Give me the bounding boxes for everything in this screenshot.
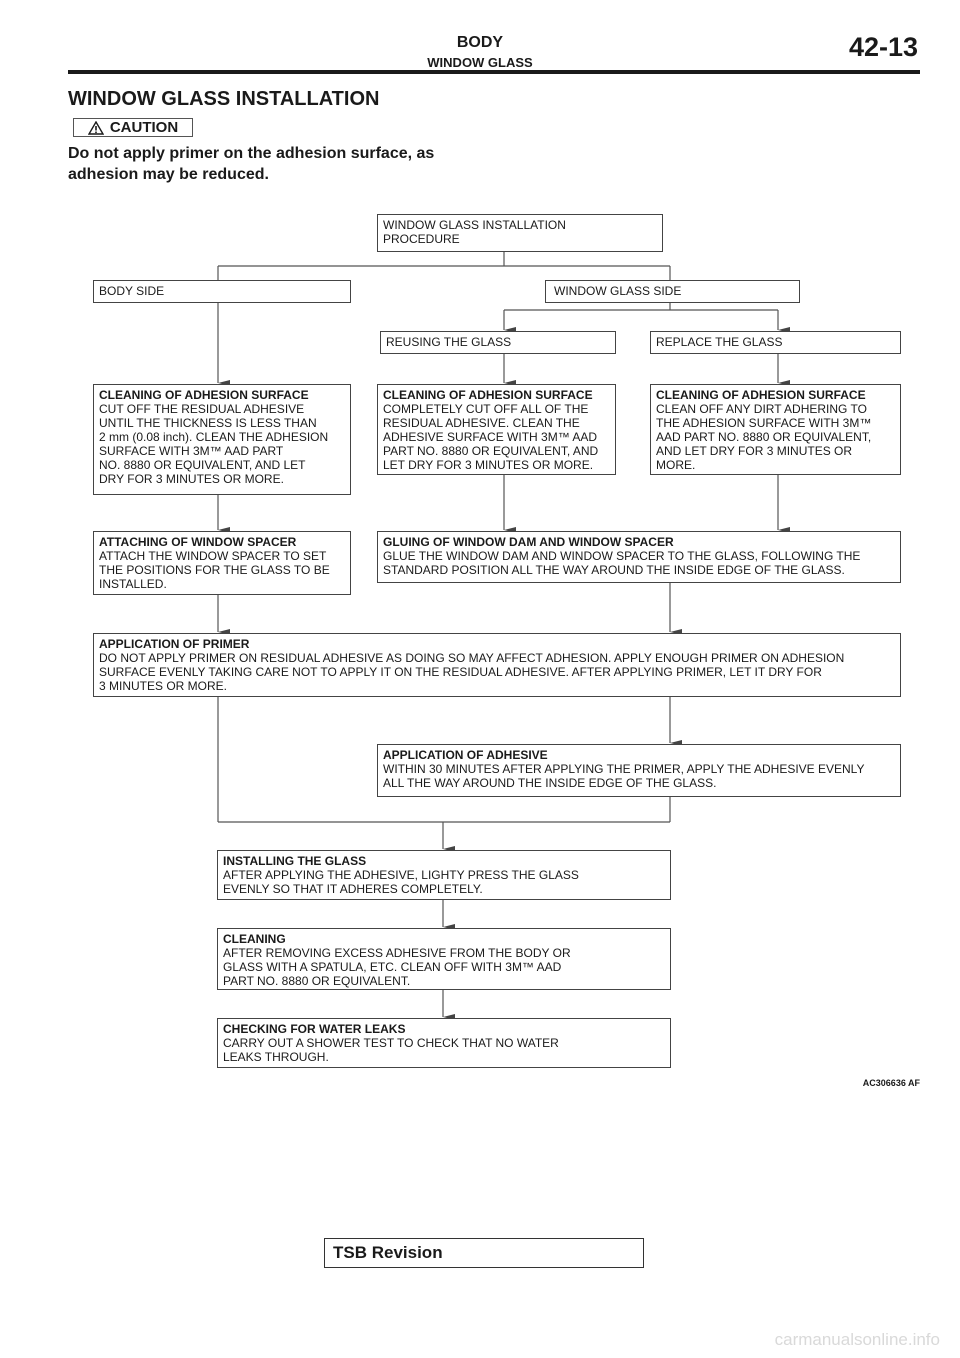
box-label: REUSING THE GLASS bbox=[386, 335, 512, 349]
box-cleaning bbox=[217, 928, 671, 990]
box-line: CUT OFF THE RESIDUAL ADHESIVE bbox=[99, 402, 305, 416]
box-line: AFTER APPLYING THE ADHESIVE, LIGHTY PRESS THE GLASS bbox=[223, 868, 579, 882]
section-title: BODY bbox=[456, 34, 504, 51]
box-line: UNTIL THE THICKNESS IS LESS THAN bbox=[99, 416, 317, 430]
box-line: THE ADHESION SURFACE WITH 3M™ bbox=[656, 416, 872, 430]
box-adhesive bbox=[377, 744, 901, 797]
box-reusing-glass bbox=[380, 331, 616, 354]
box-window-spacer bbox=[93, 531, 351, 595]
box-install-glass bbox=[217, 850, 671, 900]
box-line: EVENLY SO THAT IT ADHERES COMPLETELY. bbox=[223, 882, 483, 896]
box-line: NO. 8880 OR EQUIVALENT, AND LET bbox=[99, 458, 306, 472]
box-line: GLUE THE WINDOW DAM AND WINDOW SPACER TO THE GLASS, FOLLOWING THE bbox=[383, 549, 861, 563]
tsb-revision-box bbox=[324, 1238, 644, 1268]
caution-label: CAUTION bbox=[109, 118, 179, 136]
box-line: THE POSITIONS FOR THE GLASS TO BE bbox=[99, 563, 330, 577]
box-line: LEAKS THROUGH. bbox=[223, 1050, 329, 1064]
box-line: GLASS WITH A SPATULA, ETC. CLEAN OFF WITH 3M™ AAD bbox=[223, 960, 562, 974]
box-line: CLEAN OFF ANY DIRT ADHERING TO bbox=[656, 402, 867, 416]
box-line: ATTACH THE WINDOW SPACER TO SET bbox=[99, 549, 327, 563]
box-label: BODY SIDE bbox=[99, 284, 165, 298]
box-line: AND LET DRY FOR 3 MINUTES OR bbox=[656, 444, 853, 458]
box-glass-side bbox=[545, 280, 800, 303]
box-clean-reuse bbox=[377, 384, 616, 475]
box-water-leaks bbox=[217, 1018, 671, 1068]
box-line: CARRY OUT A SHOWER TEST TO CHECK THAT NO WATER bbox=[223, 1036, 559, 1050]
watermark: carmanualsonline.info bbox=[774, 1330, 940, 1349]
box-line: INSTALLED. bbox=[99, 577, 167, 591]
box-line: PART NO. 8880 OR EQUIVALENT. bbox=[223, 974, 411, 988]
page-title: WINDOW GLASS INSTALLATION bbox=[68, 88, 380, 110]
box-line: WINDOW GLASS INSTALLATION bbox=[383, 218, 566, 232]
box-replace-glass bbox=[650, 331, 901, 354]
box-title: CLEANING OF ADHESION SURFACE bbox=[99, 388, 309, 402]
box-gluing bbox=[377, 531, 901, 583]
box-line: DRY FOR 3 MINUTES OR MORE. bbox=[99, 472, 284, 486]
box-line: AAD PART NO. 8880 OR EQUIVALENT, bbox=[656, 430, 872, 444]
page-number: 42-13 bbox=[848, 32, 918, 62]
box-procedure-start bbox=[377, 214, 663, 252]
box-title: ATTACHING OF WINDOW SPACER bbox=[99, 535, 297, 549]
box-title: GLUING OF WINDOW DAM AND WINDOW SPACER bbox=[383, 535, 674, 549]
box-label: WINDOW GLASS SIDE bbox=[554, 284, 682, 298]
box-line: RESIDUAL ADHESIVE. CLEAN THE bbox=[383, 416, 580, 430]
tsb-revision-label: TSB Revision bbox=[333, 1243, 443, 1262]
box-line: ADHESIVE SURFACE WITH 3M™ AAD bbox=[383, 430, 598, 444]
box-line: LET DRY FOR 3 MINUTES OR MORE. bbox=[383, 458, 594, 472]
box-line: PART NO. 8880 OR EQUIVALENT, AND bbox=[383, 444, 599, 458]
box-clean-replace bbox=[650, 384, 901, 475]
box-title: CLEANING OF ADHESION SURFACE bbox=[383, 388, 593, 402]
box-line: STANDARD POSITION ALL THE WAY AROUND THE INSIDE EDGE OF THE GLASS. bbox=[383, 563, 845, 577]
box-title: APPLICATION OF PRIMER bbox=[99, 637, 250, 651]
box-title: CLEANING bbox=[223, 932, 286, 946]
subsection-title: WINDOW GLASS bbox=[427, 55, 533, 70]
box-line: ALL THE WAY AROUND THE INSIDE EDGE OF THE GLASS. bbox=[383, 776, 717, 790]
box-body-side bbox=[93, 280, 351, 303]
box-line: 2 mm (0.08 inch). CLEAN THE ADHESION bbox=[99, 430, 329, 444]
box-line: PROCEDURE bbox=[383, 232, 460, 246]
box-line: 3 MINUTES OR MORE. bbox=[99, 679, 228, 693]
box-line: DO NOT APPLY PRIMER ON RESIDUAL ADHESIVE AS DOING SO MAY AFFECT ADHESION. APPLY ENOUGH PRIMER ON ADHESION bbox=[99, 651, 845, 665]
box-title: INSTALLING THE GLASS bbox=[223, 854, 367, 868]
box-title: CHECKING FOR WATER LEAKS bbox=[223, 1022, 406, 1036]
box-title: CLEANING OF ADHESION SURFACE bbox=[656, 388, 866, 402]
box-label: REPLACE THE GLASS bbox=[656, 335, 783, 349]
box-line: AFTER REMOVING EXCESS ADHESIVE FROM THE BODY OR bbox=[223, 946, 571, 960]
box-line: WITHIN 30 MINUTES AFTER APPLYING THE PRIMER, APPLY THE ADHESIVE EVENLY bbox=[383, 762, 865, 776]
box-clean-body bbox=[93, 384, 351, 495]
box-primer bbox=[93, 633, 901, 697]
box-line: SURFACE WITH 3M™ AAD PART bbox=[99, 444, 284, 458]
box-line: COMPLETELY CUT OFF ALL OF THE bbox=[383, 402, 589, 416]
box-line: SURFACE EVENLY TAKING CARE NOT TO APPLY IT ON THE RESIDUAL ADHESIVE. AFTER APPLYING PRIMER, LET IT DRY FOR bbox=[99, 665, 822, 679]
box-line: MORE. bbox=[656, 458, 696, 472]
figure-id: AC306636 AF bbox=[862, 1078, 920, 1088]
box-title: APPLICATION OF ADHESIVE bbox=[383, 748, 548, 762]
caution-text: Do not apply primer on the adhesion surface, as adhesion may be reduced. bbox=[68, 145, 435, 183]
